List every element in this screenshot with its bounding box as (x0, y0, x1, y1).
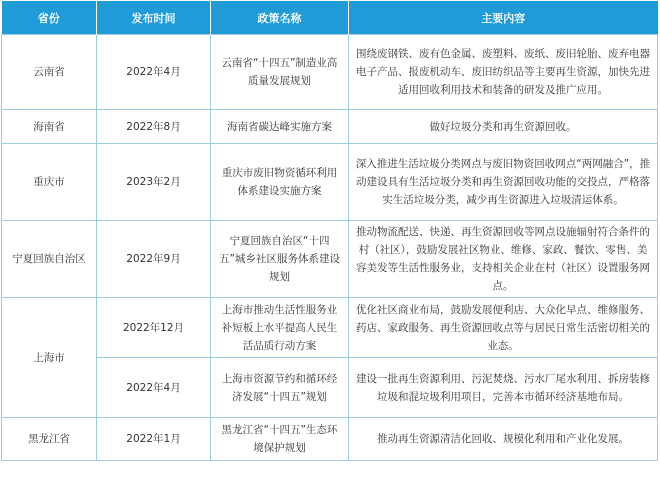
cell-date: 2022年4月 (97, 358, 211, 418)
cell-main-content: 优化社区商业布局，鼓励发展便利店、大众化早点、维修服务、药店、家政服务、再生资源回收点等与居民日常生活密切相关的业态。 (349, 298, 658, 358)
cell-policy-name: 上海市推动生活性服务业补短板上水平提高人民生活品质行动方案 (211, 298, 349, 358)
cell-date: 2022年1月 (97, 418, 211, 461)
cell-policy-name: 黑龙江省“十四五”生态环境保护规划 (211, 418, 349, 461)
table-body (2, 35, 658, 461)
cell-main-content: 推动再生资源清洁化回收、规模化利用和产业化发展。 (349, 418, 658, 461)
cell-date: 2022年8月 (97, 110, 211, 144)
table-row (2, 35, 658, 110)
cell-main-content: 深入推进生活垃圾分类网点与废旧物资回收网点“两网融合”，推动建设具有生活垃圾分类和再生资源回收功能的交投点，严格落实生活垃圾分类，减少再生资源进入垃圾清运体系。 (349, 144, 658, 221)
cell-province: 云南省 (2, 35, 97, 110)
cell-policy-name: 宁夏回族自治区“十四五”城乡社区服务体系建设规划 (211, 221, 349, 298)
cell-date: 2022年4月 (97, 35, 211, 110)
cell-province-merged: 上海市 (2, 298, 97, 418)
cell-policy-name: 重庆市废旧物资循环利用体系建设实施方案 (211, 144, 349, 221)
table-row (2, 358, 658, 418)
cell-policy-name: 海南省碳达峰实施方案 (211, 110, 349, 144)
header-date: 发布时间 (97, 1, 211, 35)
cell-date: 2023年2月 (97, 144, 211, 221)
table-row (2, 418, 658, 461)
cell-main-content: 做好垃圾分类和再生资源回收。 (349, 110, 658, 144)
cell-main-content: 建设一批再生资源利用、污泥焚烧、污水厂尾水利用、拆房装修垃圾和混垃圾利用项目，完善本市循环经济基地布局。 (349, 358, 658, 418)
header-policy-name: 政策名称 (211, 1, 349, 35)
cell-main-content: 推动物流配送、快递、再生资源回收等网点设施辐射符合条件的村（社区），鼓励发展社区物业、维修、家政、餐饮、零售、美容美发等生活性服务业，支持相关企业在村（社区）设置服务网点。 (349, 221, 658, 298)
table-row (2, 144, 658, 221)
table-row (2, 110, 658, 144)
cell-date: 2022年9月 (97, 221, 211, 298)
cell-date: 2022年12月 (97, 298, 211, 358)
header-row (2, 1, 658, 35)
table-row (2, 298, 658, 358)
cell-policy-name: 上海市资源节约和循环经济发展“十四五”规划 (211, 358, 349, 418)
cell-province: 宁夏回族自治区 (2, 221, 97, 298)
header-province: 省份 (2, 1, 97, 35)
table-header (2, 1, 658, 35)
cell-province: 黑龙江省 (2, 418, 97, 461)
cell-main-content: 围绕废钢铁、废有色金属、废塑料、废纸、废旧轮胎、废弃电器电子产品、报废机动车、废旧纺织品等主要再生资源，加快先进适用回收利用技术和装备的研发及推广应用。 (349, 35, 658, 110)
cell-policy-name: 云南省“十四五”制造业高质量发展规划 (211, 35, 349, 110)
cell-province: 重庆市 (2, 144, 97, 221)
table-row (2, 221, 658, 298)
header-main-content: 主要内容 (349, 1, 658, 35)
policy-table (1, 1, 658, 461)
cell-province: 海南省 (2, 110, 97, 144)
